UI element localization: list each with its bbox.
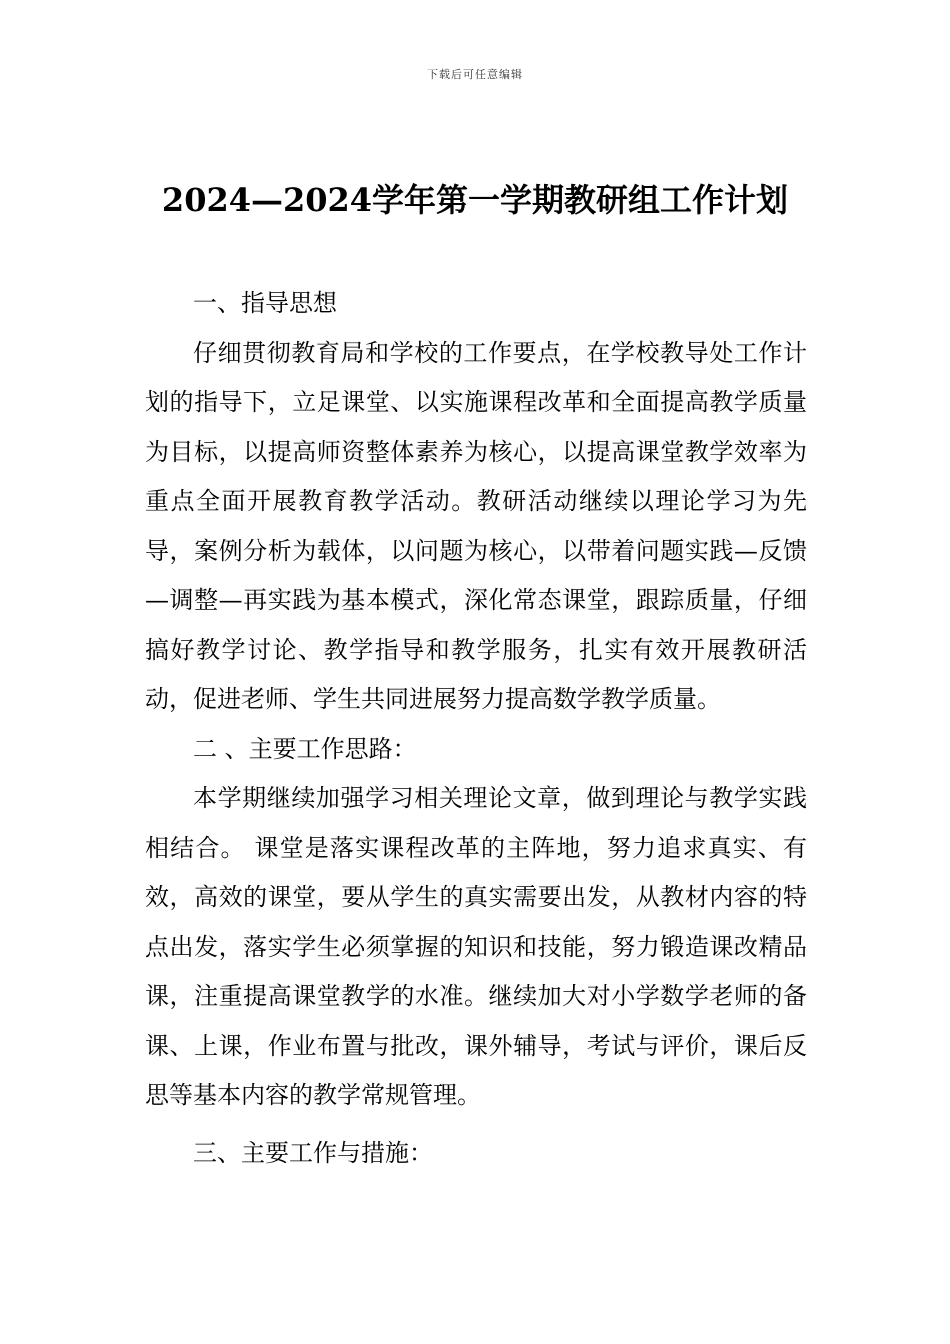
document-body	[145, 279, 807, 1178]
section-paragraph-guiding-ideology: 仔细贯彻教育局和学校的工作要点，在学校教导处工作计划的指导下，立足课堂、以实施课程改革和全面提高教学质量为目标，以提高师资整体素养为核心，以提高课堂教学效率为重点全面开展教育教学活动。教研活动继续以理论学习为先导，案例分析为载体，以问题为核心，以带着问题实践—反馈—调整—再实践为基本模式，深化常态课堂，跟踪质量，仔细搞好教学讨论、教学指导和教学服务，扎实有效开展教研活动，促进老师、学生共同进展努力提高数学教学质量。	[145, 338, 807, 713]
header-note: 下载后可任意编辑	[427, 68, 523, 81]
section-heading-main-work-measures: 三、主要工作与措施：	[193, 1138, 433, 1167]
section-heading-guiding-ideology: 一、指导思想	[193, 289, 337, 317]
document-title: 2024—2024学年第一学期教研组工作计划	[161, 181, 789, 219]
section-paragraph-main-approach: 本学期继续加强学习相关理论文章，做到理论与教学实践相结合。 课堂是落实课程改革的主阵地，努力追求真实、有效，高效的课堂，要从学生的真实需要出发，从教材内容的特点出发，落实学生必须掌握的知识和技能，努力锻造课改精品课，注重提高课堂教学的水准。继续加大对小学数学老师的备课、上课，作业布置与批改，课外辅导，考试与评价，课后反思等基本内容的教学常规管理。	[145, 784, 807, 1109]
section-heading-main-approach: 二 、主要工作思路：	[193, 734, 417, 763]
